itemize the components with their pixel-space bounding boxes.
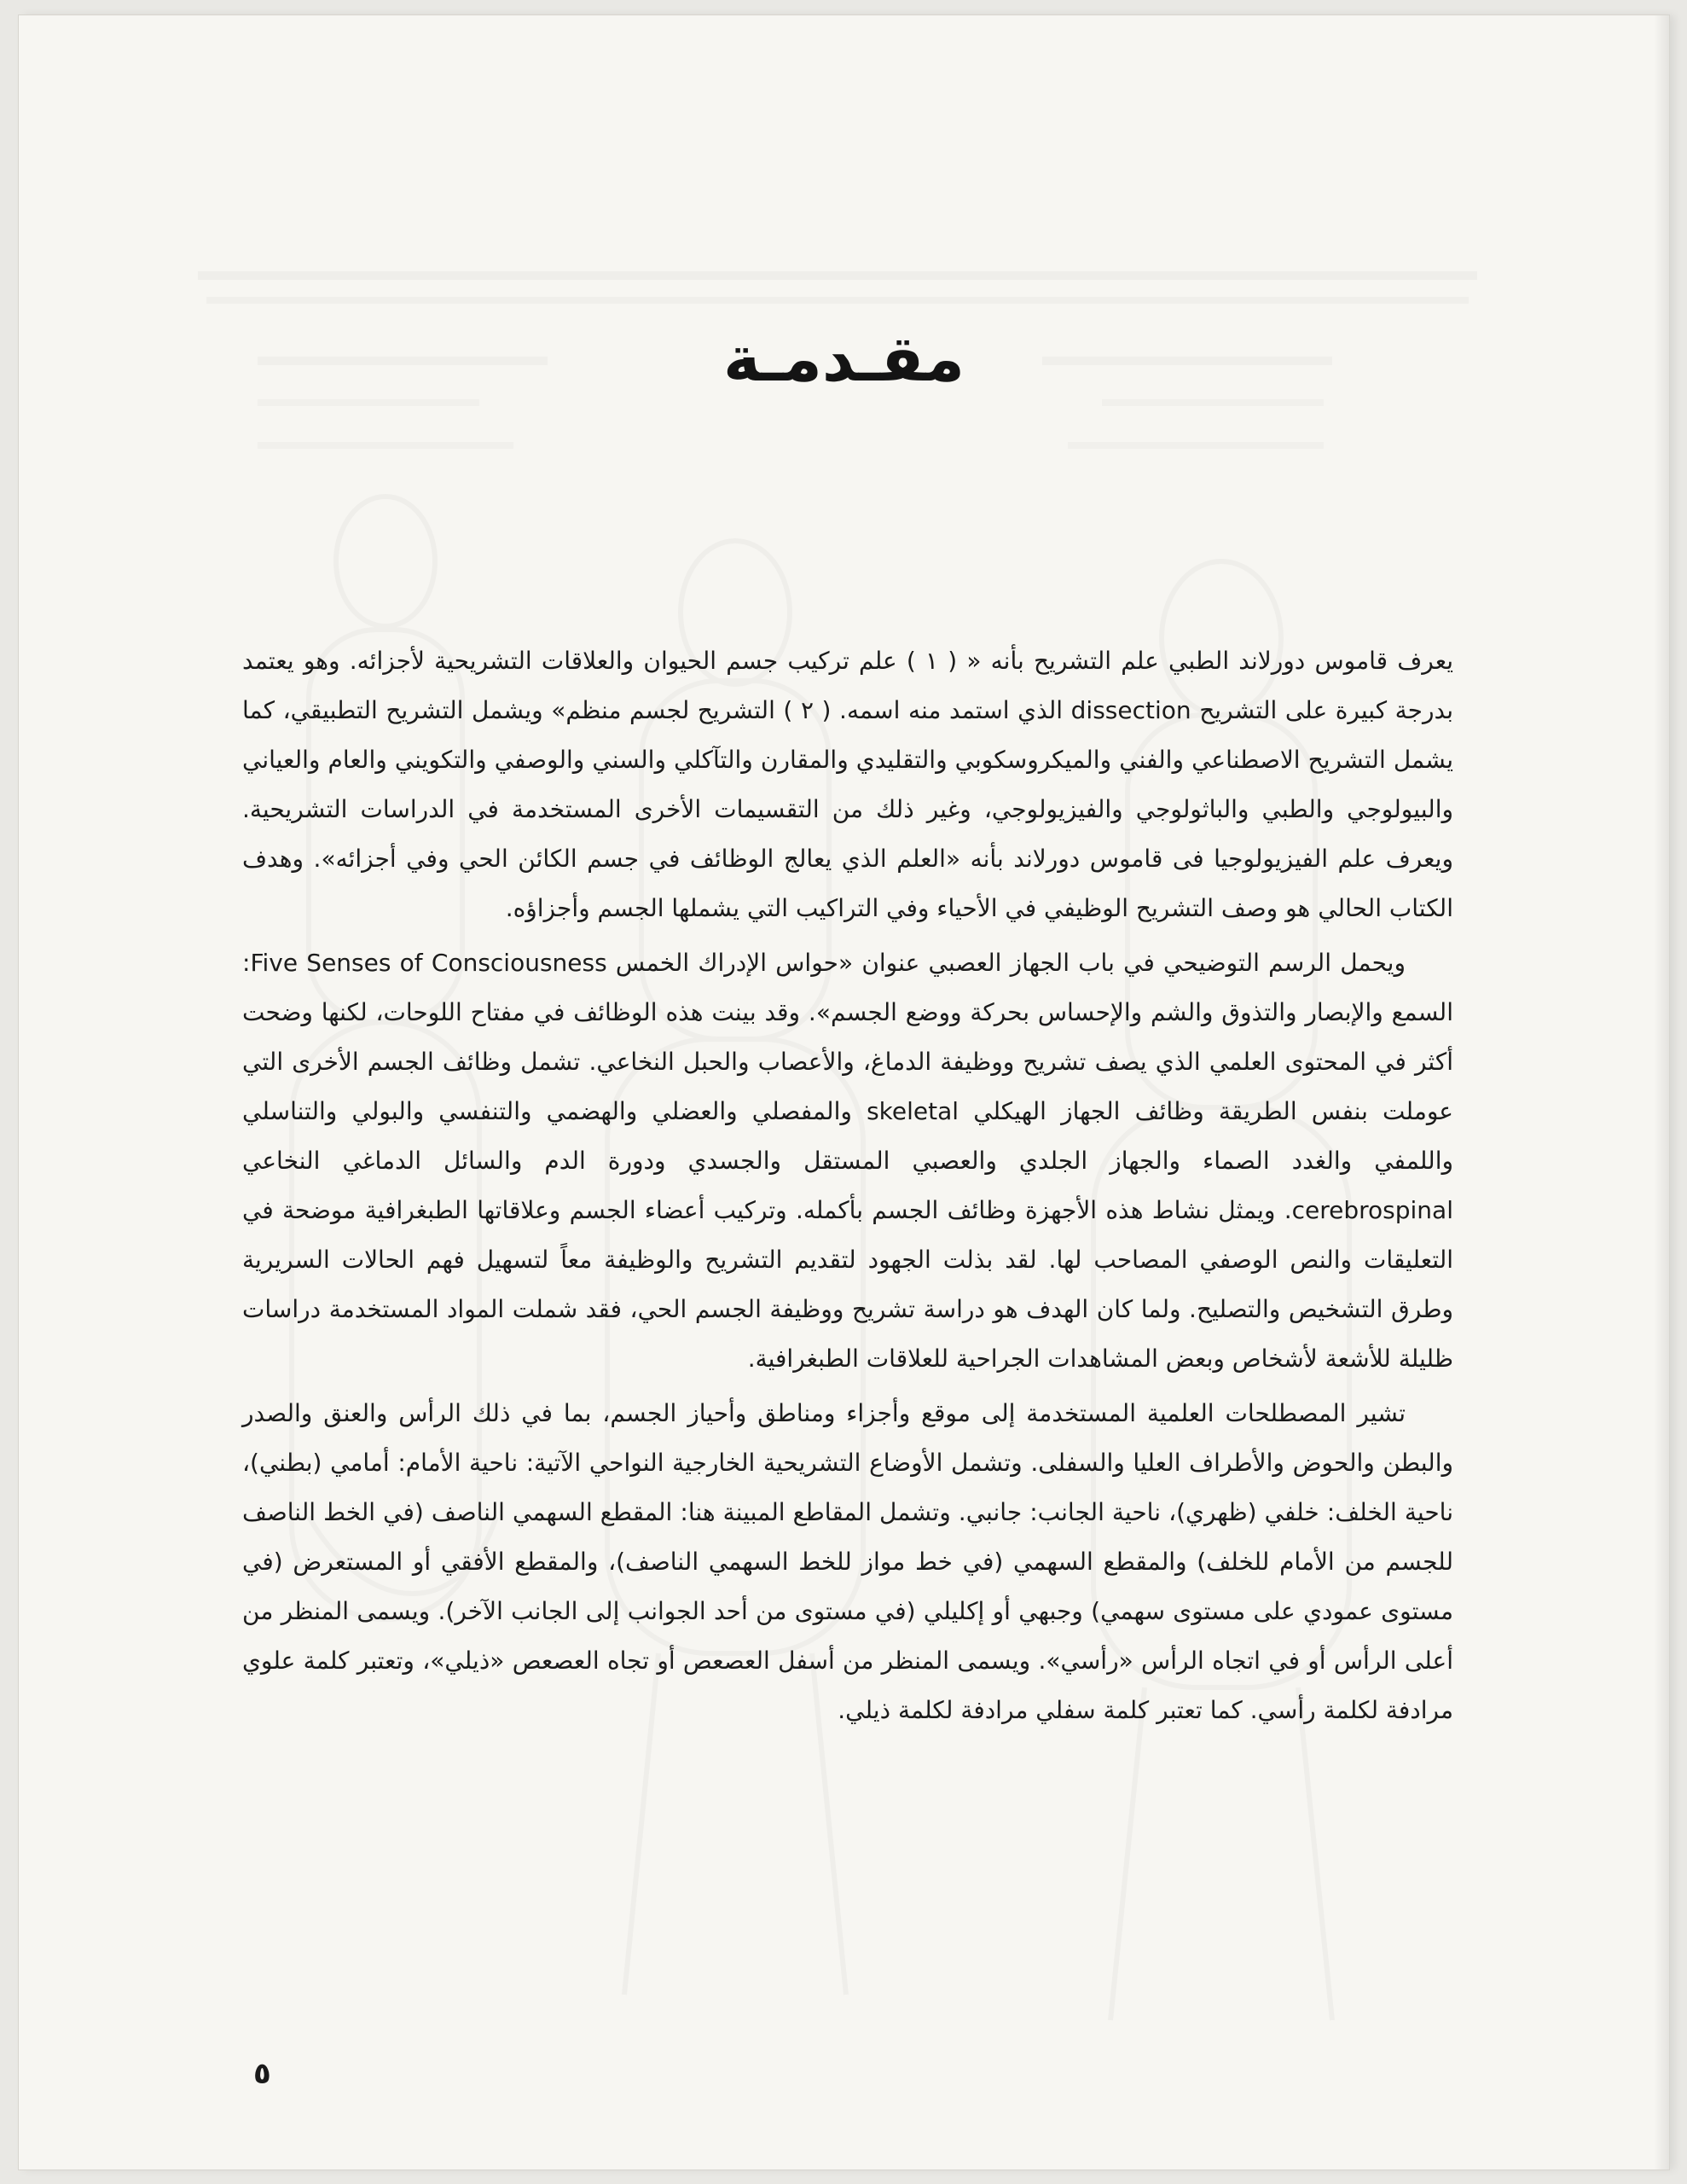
document-body	[242, 636, 1453, 1740]
paragraph-2: ويحمل الرسم التوضيحي في باب الجهاز العصبي عنوان «حواس الإدراك الخمس Five Senses of Consciousness: السمع والإبصار والتذوق والشم والإحساس بحركة ووضع الجسم». وقد بينت هذه الوظائف في مفتاح اللوحات، لكنها وضحت أكثر في المحتوى العلمي الذي يصف تشريح ووظيفة الدماغ، والأعصاب والحبل النخاعي. تشمل وظائف الجسم الأخرى التي عوملت بنفس الطريقة وظائف الجهاز الهيكلي skeletal والمفصلي والعضلي والهضمي والتنفسي والبولي والتناسلي واللمفي والغدد الصماء والجهاز الجلدي والعصبي المستقل والجسدي ودورة الدم والسائل الدماغي النخاعي cerebrospinal. ويمثل نشاط هذه الأجهزة وظائف الجسم بأكمله. وتركيب أعضاء الجسم وعلاقاتها الطبغرافية موضحة في التعليقات والنص الوصفي المصاحب لها. لقد بذلت الجهود لتقديم التشريح والوظيفة معاً لتسهيل فهم الحالات السريرية وطرق التشخيص والتصليح. ولما كان الهدف هو دراسة تشريح ووظيفة الجسم الحي، فقد شملت المواد المستخدمة دراسات ظليلة للأشعة لأشخاص وبعض المشاهدات الجراحية للعلاقات الطبغرافية.	[242, 949, 1453, 1373]
page-number: ٥	[253, 2057, 271, 2091]
book-page	[19, 15, 1669, 2169]
paragraph-3: تشير المصطلحات العلمية المستخدمة إلى موقع وأجزاء ومناطق وأحياز الجسم، بما في ذلك الرأس والعنق والصدر والبطن والحوض والأطراف العليا والسفلى. وتشمل الأوضاع التشريحية الخارجية النواحي الآتية: ناحية الأمام: أمامي (بطني)، ناحية الخلف: خلفي (ظهري)، ناحية الجانب: جانبي. وتشمل المقاطع المبينة هنا: المقطع السهمي الناصف (في الخط الناصف للجسم من الأمام للخلف) والمقطع السهمي (في خط مواز للخط السهمي الناصف)، والمقطع الأفقي أو المستعرض (في مستوى عمودي على مستوى سهمي) وجبهي أو إكليلي (في مستوى من أحد الجوانب إلى الجانب الآخر). ويسمى المنظر من أعلى الرأس أو في اتجاه الرأس «رأسي». ويسمى المنظر من أسفل العصعص أو تجاه العصعص «ذيلي»، وتعتبر كلمة علوي مرادفة لكلمة رأسي. كما تعتبر كلمة سفلي مرادفة لكلمة ذيلي.	[242, 1399, 1453, 1724]
paragraph-1: يعرف قاموس دورلاند الطبي علم التشريح بأنه « ( ١ ) علم تركيب جسم الحيوان والعلاقات التشريحية لأجزائه. وهو يعتمد بدرجة كبيرة على التشريح dissection الذي استمد منه اسمه. ( ٢ ) التشريح لجسم منظم» ويشمل التشريح التطبيقي، كما يشمل التشريح الاصطناعي والفني والميكروسكوبي والتقليدي والمقارن والتآكلي والسني والوصفي والتكويني والعام والعياني والبيولوجي والطبي والباثولوجي والفيزيولوجي، وغير ذلك من التقسيمات الأخرى المستخدمة في الدراسات التشريحية. ويعرف علم الفيزيولوجيا فى قاموس دورلاند بأنه «العلم الذي يعالج الوظائف في جسم الكائن الحي وفي أجزائه». وهدف الكتاب الحالي هو وصف التشريح الوظيفي في الأحياء وفي التراكيب التي يشملها الجسم وأجزاؤه.	[242, 647, 1453, 922]
page-title: مقـدمـة	[722, 322, 965, 396]
